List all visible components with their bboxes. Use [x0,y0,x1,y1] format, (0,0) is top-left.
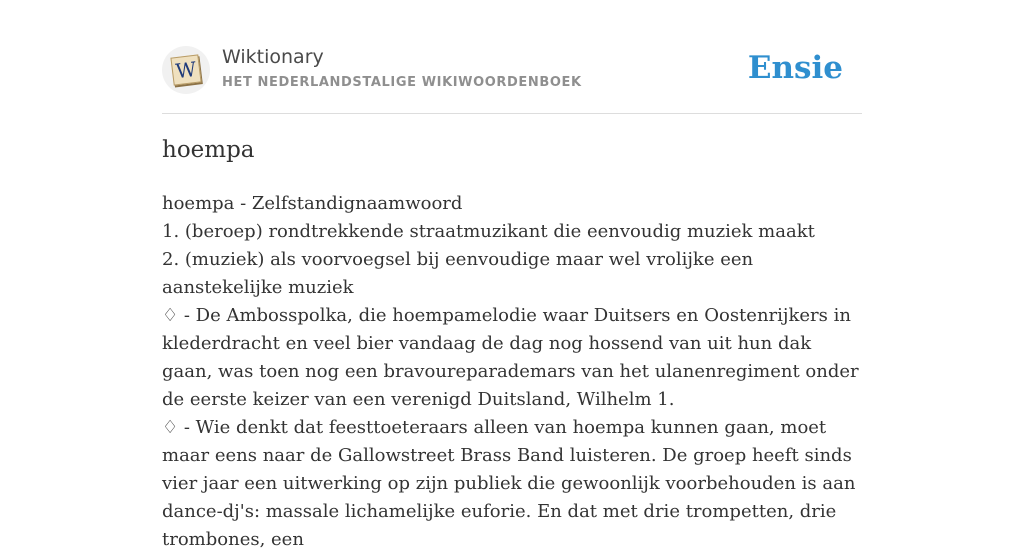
site-subtitle: HET NEDERLANDSTALIGE WIKIWOORDENBOEK [222,75,582,90]
wiktionary-logo-icon[interactable] [162,46,210,94]
brand-logo[interactable]: Ensie [747,50,843,86]
entry-line-word-type: hoempa - Zelfstandignaamwoord [162,193,463,214]
entry-line-example-1: ♢ - De Ambosspolka, die hoempamelodie waar Duitsers en Oostenrijkers in klederdracht en veel bier vandaag de dag nog hossend van uit hun dak gaan, was toen nog een bravoureparademars van het ulanenregiment onder de eerste keizer van een verenigd Duitsland, Wilhelm 1. [162,305,859,410]
entry-line-definition-1: 1. (beroep) rondtrekkende straatmuzikant die eenvoudig muziek maakt [162,221,815,242]
site-header [162,44,862,114]
header-divider [162,113,862,114]
site-title[interactable]: Wiktionary [222,46,324,68]
logo-tile [170,54,201,85]
logo-letter: W [174,56,198,84]
entry-line-definition-2: 2. (muziek) als voorvoegsel bij eenvoudige maar wel vrolijke een aanstekelijke muziek [162,249,754,298]
entry-line-example-2: ♢ - Wie denkt dat feesttoeteraars alleen van hoempa kunnen gaan, moet maar eens naar de Gallowstreet Brass Band luisteren. De groep heeft sinds vier jaar een uitwerking op zijn publiek die gewoonlijk voorbehouden is aan dance-dj's: massale lichamelijke euforie. En dat met drie trompetten, drie trombones, een [162,417,856,550]
entry-title: hoempa [162,137,255,163]
entry-body [162,190,866,554]
